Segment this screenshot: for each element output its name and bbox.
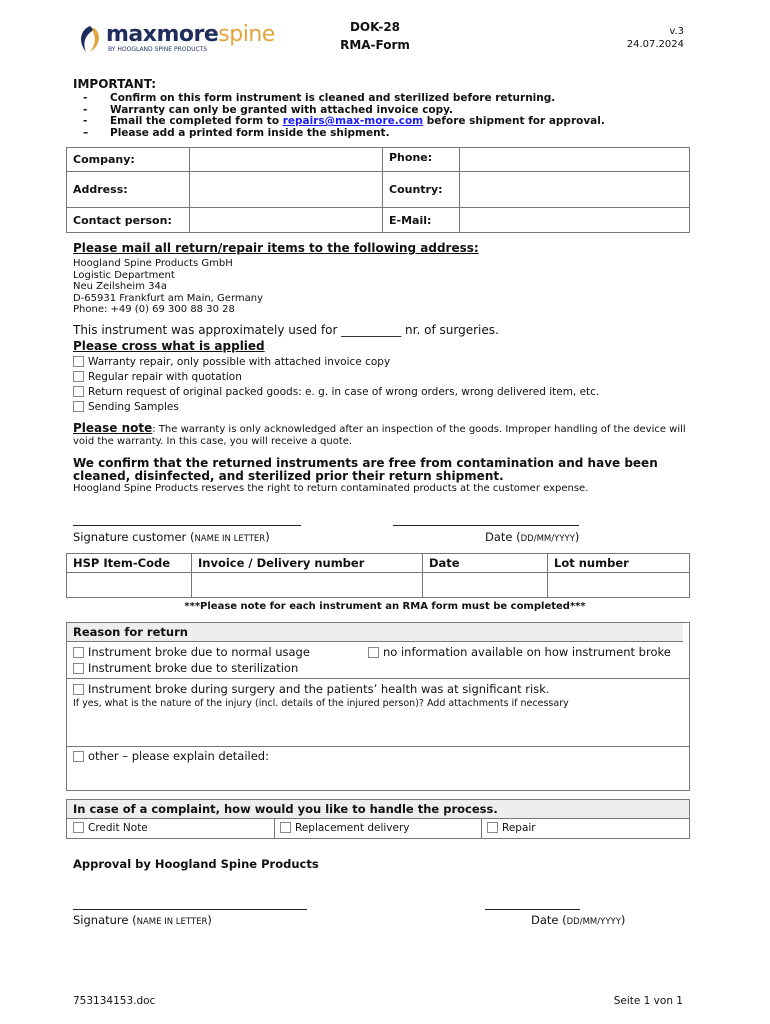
checkbox[interactable] (73, 751, 84, 762)
mail-address-block (73, 258, 263, 316)
repairs-email-link[interactable]: repairs@max-more.com (282, 115, 424, 127)
address-line: D-65931 Frankfurt am Main, Germany (73, 292, 263, 304)
reason-opt-surgery-sub: If yes, what is the nature of the injury (incl. details of the injured person)? Add attachments if necessary (73, 698, 569, 709)
address-line: Phone: +49 (0) 69 300 88 30 28 (73, 304, 235, 315)
email-field[interactable] (460, 208, 690, 233)
mail-address-title: Please mail all return/repair items to the following address: (73, 241, 479, 255)
contact-person-label: Contact person: (67, 208, 190, 233)
address-line: Hoogland Spine Products GmbH (73, 258, 233, 269)
checkbox[interactable] (73, 822, 84, 833)
cross-option-samples[interactable]: Sending Samples (73, 400, 599, 415)
date-approval-label: Date (DD/MM/YYYY) (531, 913, 626, 927)
important-list (83, 93, 605, 139)
date-cell[interactable] (423, 573, 548, 598)
contact-table (66, 147, 690, 233)
email-label: E-Mail: (383, 208, 460, 233)
invoice-number-cell[interactable] (192, 573, 423, 598)
logo (76, 22, 276, 58)
logo-text-max: maxmore (106, 22, 219, 47)
logo-text-spine: spine (218, 22, 275, 47)
important-item: - Email the completed form to repairs@max-more.com before shipment for approval. (83, 115, 605, 127)
checkbox[interactable] (73, 663, 84, 674)
col-invoice-number: Invoice / Delivery number (192, 554, 423, 573)
logo-subtitle: BY HOOGLAND SPINE PRODUCTS (108, 46, 208, 53)
checkbox[interactable] (73, 401, 84, 412)
complaint-opt-replacement[interactable]: Replacement delivery (280, 822, 410, 834)
confirm-title: We confirm that the returned instruments are free from contamination and have been cleaned, disinfected, and sterilized prior their return shipment. (73, 456, 658, 483)
contact-person-field[interactable] (190, 208, 383, 233)
doc-version: v.3 (669, 26, 684, 37)
items-note: ***Please note for each instrument an RMA form must be completed*** (184, 601, 586, 612)
reason-opt-sterilization[interactable]: Instrument broke due to sterilization (73, 661, 298, 675)
address-label: Address: (67, 172, 190, 208)
cross-options (73, 355, 599, 415)
note-label: Please note (73, 421, 153, 435)
reason-opt-no-info[interactable]: no information available on how instrument broke (368, 645, 671, 659)
country-label: Country: (383, 172, 460, 208)
complaint-title: In case of a complaint, how would you like to handle the process. (67, 800, 689, 819)
complaint-box (66, 799, 690, 839)
note-paragraph (73, 422, 693, 448)
complaint-opt-credit-note[interactable]: Credit Note (73, 822, 148, 834)
usage-line: This instrument was approximately used for __________ nr. of surgeries. (73, 323, 499, 337)
signature-customer-line[interactable] (73, 525, 301, 526)
address-line: Neu Zeilsheim 34a (73, 281, 167, 292)
note-text: : The warranty is only acknowledged after an inspection of the goods. Improper handling of the device will void the warranty. In this case, you will receive a quote. (73, 424, 686, 447)
reason-title: Reason for return (67, 623, 683, 642)
doc-date: 24.07.2024 (626, 39, 684, 50)
checkbox[interactable] (73, 371, 84, 382)
complaint-opt-repair[interactable]: Repair (487, 822, 536, 834)
approval-title: Approval by Hoogland Spine Products (73, 857, 319, 871)
company-label: Company: (67, 148, 190, 172)
cross-title: Please cross what is applied (73, 339, 265, 353)
doc-number: DOK-28 (349, 20, 401, 34)
date-customer-line[interactable] (393, 525, 579, 526)
checkbox[interactable] (73, 386, 84, 397)
checkbox[interactable] (368, 647, 379, 658)
signature-customer-label: Signature customer (NAME IN LETTER) (73, 530, 270, 544)
items-table (66, 553, 690, 598)
checkbox[interactable] (487, 822, 498, 833)
logo-swirl-icon (76, 24, 104, 54)
important-title: IMPORTANT: (73, 77, 157, 91)
footer-page-number: Seite 1 von 1 (613, 995, 683, 1007)
company-field[interactable] (190, 148, 383, 172)
signature-approval-line[interactable] (73, 909, 307, 910)
address-line: Logistic Department (73, 269, 175, 281)
checkbox[interactable] (280, 822, 291, 833)
col-hsp-item-code: HSP Item-Code (67, 554, 192, 573)
cross-option-return[interactable]: Return request of original packed goods: e. g. in case of wrong orders, wrong delivered item, etc. (73, 385, 599, 400)
phone-label: Phone: (383, 148, 460, 172)
reason-opt-other[interactable]: other – please explain detailed: (73, 749, 269, 763)
item-code-cell[interactable] (67, 573, 192, 598)
important-item: – Please add a printed form inside the shipment. (83, 126, 390, 139)
doc-title: RMA-Form (340, 38, 410, 52)
country-field[interactable] (460, 172, 690, 208)
col-lot-number: Lot number (548, 554, 690, 573)
address-field[interactable] (190, 172, 383, 208)
important-item: - Confirm on this form instrument is cleaned and sterilized before returning. (83, 92, 556, 104)
cross-option-warranty[interactable]: Warranty repair, only possible with attached invoice copy (73, 355, 599, 370)
lot-number-cell[interactable] (548, 573, 690, 598)
reason-box (66, 622, 690, 791)
checkbox[interactable] (73, 684, 84, 695)
signature-approval-label: Signature (NAME IN LETTER) (73, 913, 212, 927)
cross-option-regular[interactable]: Regular repair with quotation (73, 370, 599, 385)
col-date: Date (423, 554, 548, 573)
date-customer-label: Date (DD/MM/YYYY) (485, 530, 580, 544)
phone-field[interactable] (460, 148, 690, 172)
footer-filename: 753134153.doc (73, 995, 156, 1007)
checkbox[interactable] (73, 356, 84, 367)
confirm-sub: Hoogland Spine Products reserves the right to return contaminated products at the customer expense. (73, 483, 589, 494)
reason-opt-surgery[interactable]: Instrument broke during surgery and the patients’ health was at significant risk. (73, 682, 550, 696)
checkbox[interactable] (73, 647, 84, 658)
important-item: - Warranty can only be granted with attached invoice copy. (83, 103, 454, 116)
date-approval-line[interactable] (485, 909, 580, 910)
reason-opt-normal-usage[interactable]: Instrument broke due to normal usage (73, 645, 310, 659)
